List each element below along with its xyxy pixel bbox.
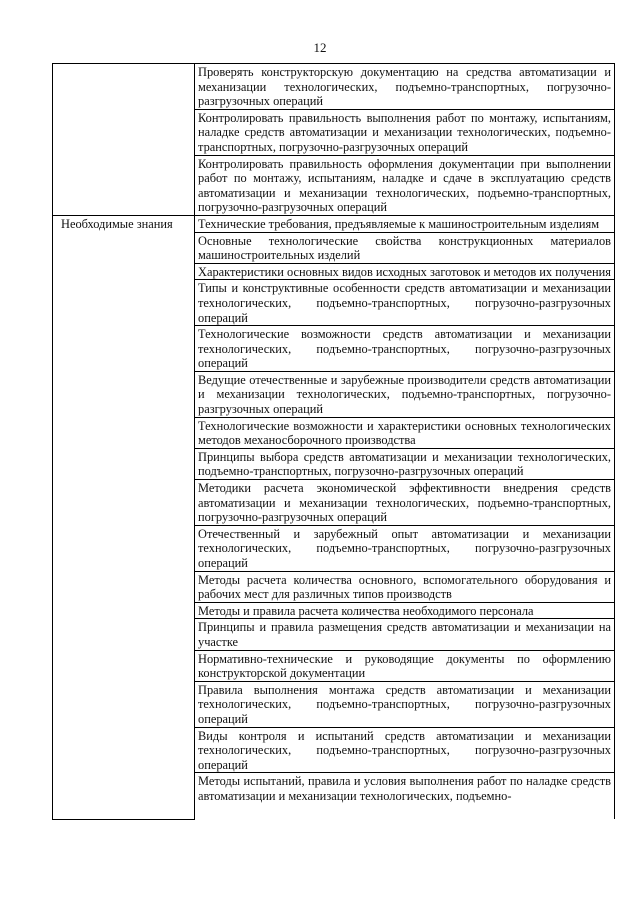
table-cell: Основные технологические свойства конструкционных материалов машиностроительных изделий — [195, 232, 615, 263]
table-cell: Контролировать правильность оформления документации при выполнении работ по монтажу, испытаниям, наладке и сдаче в эксплуатацию средств автоматизации и механизации технологических, подъемно-транспортных, погрузочно-разгрузочных операций — [195, 155, 615, 215]
table-cell: Правила выполнения монтажа средств автоматизации и механизации технологических, подъемно-транспортных, погрузочно-разгрузочных операций — [195, 681, 615, 727]
table-cell: Ведущие отечественные и зарубежные производители средств автоматизации и механизации технологических, подъемно-транспортных, погрузочно-разгрузочных операций — [195, 371, 615, 417]
table-cell: Принципы и правила размещения средств автоматизации и механизации на участке — [195, 619, 615, 650]
section-label: Необходимые знания — [61, 216, 173, 231]
table-cell: Принципы выбора средств автоматизации и механизации технологических, подъемно-транспортных, погрузочно-разгрузочных операций — [195, 448, 615, 479]
requirements-table — [52, 63, 615, 820]
table-cell: Методы и правила расчета количества необходимого персонала — [195, 602, 615, 619]
section-label-cell — [53, 215, 195, 819]
section-label-cell — [53, 64, 195, 216]
table-cell: Проверять конструкторскую документацию на средства автоматизации и механизации технологических, подъемно-транспортных, погрузочно-разгрузочных операций — [195, 64, 615, 110]
table-row — [53, 215, 615, 232]
table-cell: Виды контроля и испытаний средств автоматизации и механизации технологических, подъемно-транспортных, погрузочно-разгрузочных операций — [195, 727, 615, 773]
table-cell: Технические требования, предъявляемые к машиностроительным изделиям — [195, 215, 615, 232]
table-cell: Контролировать правильность выполнения работ по монтажу, испытаниям, наладке средств автоматизации и механизации технологических, подъемно-транспортных, погрузочно-разгрузочных операций — [195, 109, 615, 155]
table-cell: Методики расчета экономической эффективности внедрения средств автоматизации и механизации технологических, подъемно-транспортных, погрузочно-разгрузочных операций — [195, 480, 615, 526]
table-cell: Технологические возможности и характеристики основных технологических методов механосборочного производства — [195, 417, 615, 448]
table-cell: Технологические возможности средств автоматизации и механизации технологических, подъемно-транспортных, погрузочно-разгрузочных операций — [195, 326, 615, 372]
table-row — [53, 64, 615, 110]
table-cell: Методы испытаний, правила и условия выполнения работ по наладке средств автоматизации и механизации технологических, подъемно- — [195, 773, 615, 820]
table-cell: Характеристики основных видов исходных заготовок и методов их получения — [195, 263, 615, 280]
table-cell: Отечественный и зарубежный опыт автоматизации и механизации технологических, подъемно-транспортных, погрузочно-разгрузочных операций — [195, 525, 615, 571]
table-cell: Типы и конструктивные особенности средств автоматизации и механизации технологических, подъемно-транспортных, погрузочно-разгрузочных операций — [195, 280, 615, 326]
table-cell: Нормативно-технические и руководящие документы по оформлению конструкторской документации — [195, 650, 615, 681]
table-cell: Методы расчета количества основного, вспомогательного оборудования и рабочих мест для различных типов производств — [195, 571, 615, 602]
page-number: 12 — [313, 40, 327, 55]
